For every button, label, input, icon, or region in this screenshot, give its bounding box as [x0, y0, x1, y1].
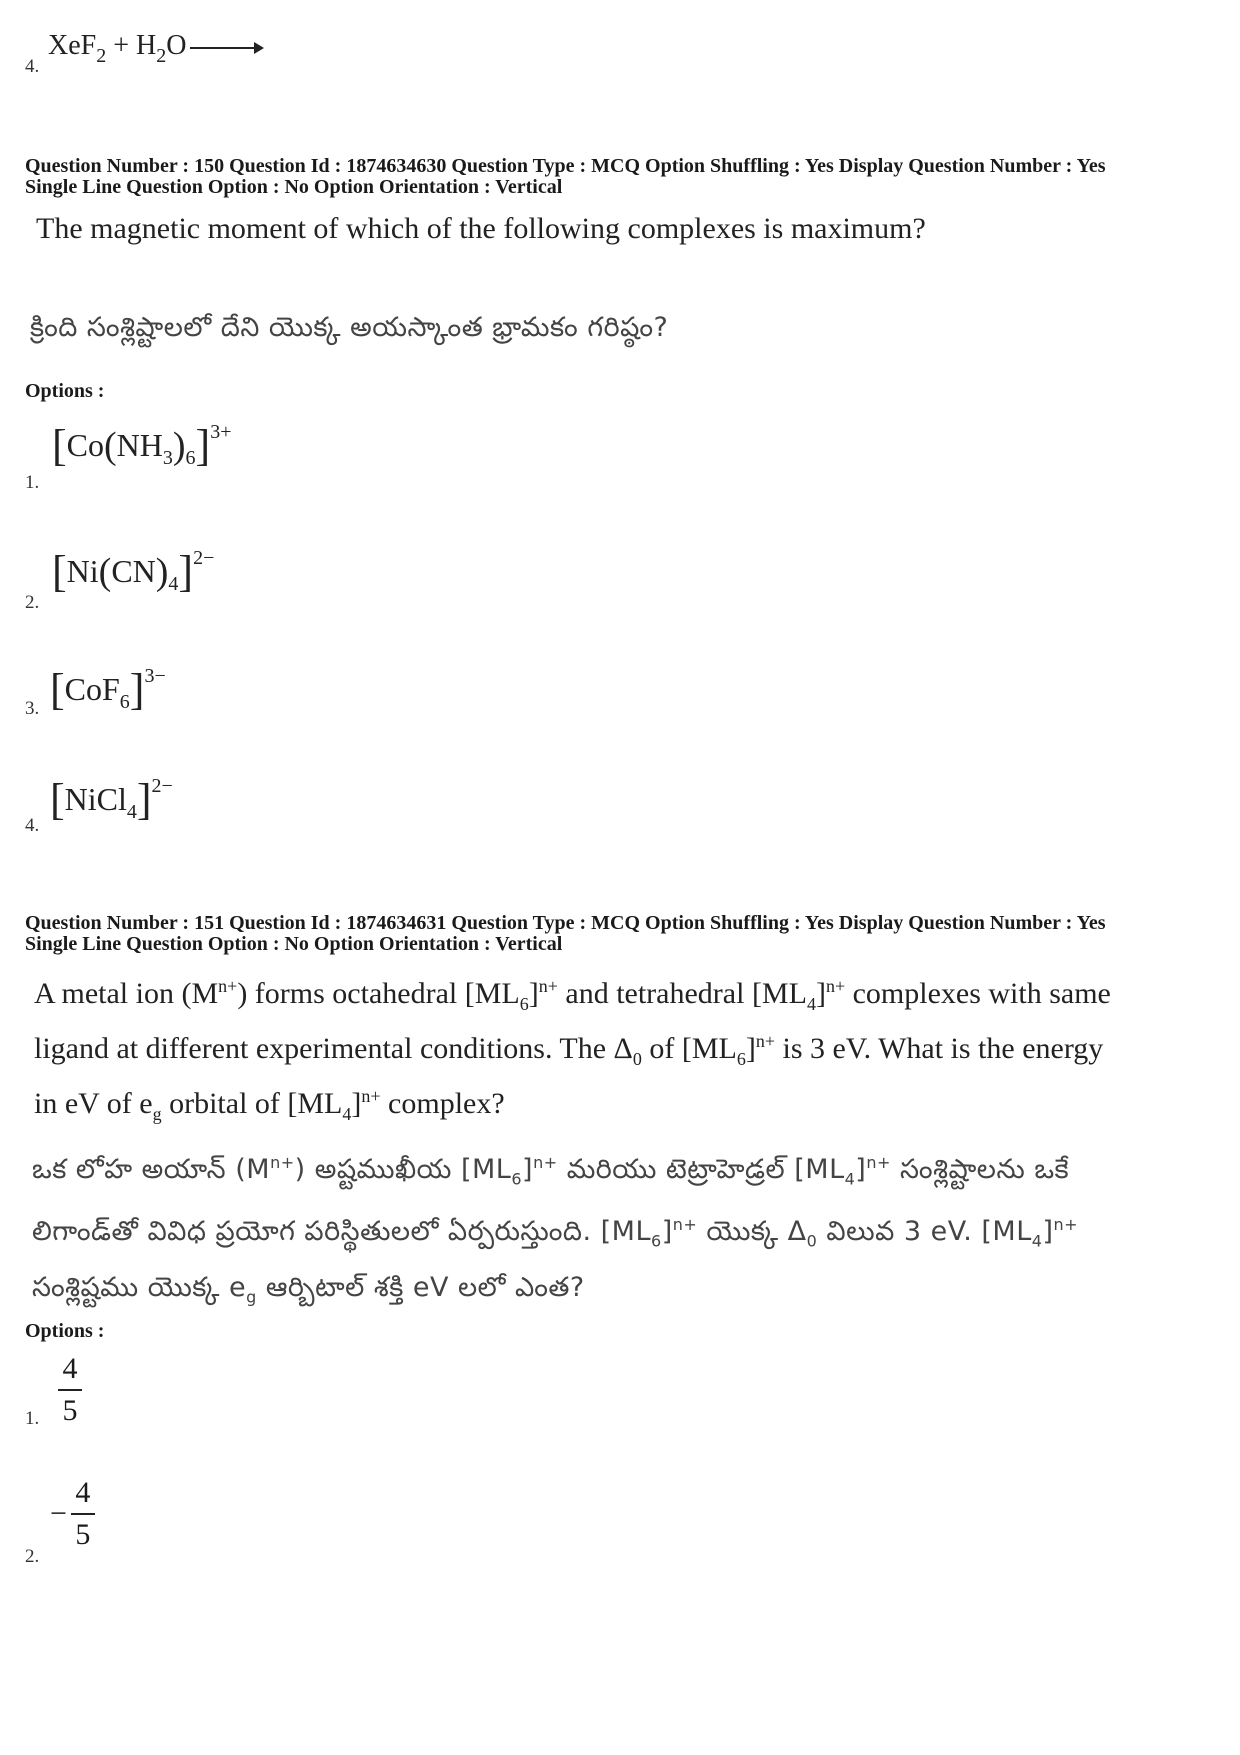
option-number: 3. [25, 698, 40, 719]
option-formula: [NiCl$_4$]$^{2-}$ [50, 775, 173, 824]
option-number: 4. [25, 56, 40, 77]
options-label: Options : [25, 1320, 105, 1342]
question-meta-line1: Question Number : 151 Question Id : 1874634631 Question Type : MCQ Option Shuffling : Yes Display Question Number : Yes [25, 912, 1106, 934]
question-text-telugu: ఒక లోహ అయాన్ $(M^{n+})$ అష్టముఖీయ $[ML_6]^{n+}$ మరియు టెట్రాహెడ్రల్ $[ML_4]^{n+}$ సంశ్లిష్టాలను ఒకే లిగాండ్‌తో వివిధ ప్రయోగ పరిస్థితులలో ఏర్పరుస్తుంది. $[ML_6]^{n+}$ యొక్క $\Delta_0$ విలువ 3 eV. $[ML_4]^{n+}$ సంశ్లిష్టము యొక్క $e_g$ ఆర్బిటాల్ శక్తి eV లలో ఎంత? [32, 1153, 1079, 1307]
option-fraction: 4 5 [58, 1352, 82, 1428]
option-number: 2. [25, 1546, 40, 1567]
options-label: Options : [25, 380, 105, 402]
question-meta-line2: Single Line Question Option : No Option Orientation : Vertical [25, 176, 563, 198]
reaction-arrow-icon [190, 47, 262, 49]
option-formula: $[Ni(CN)_4]^{2-}$ [52, 547, 215, 596]
option-fraction: − $\frac{4}{5}$ [50, 1476, 95, 1552]
option-formula: $[Co(NH_3)_6]^{3+}$ [52, 421, 232, 470]
question-text-telugu: క్రింది సంశ్లిష్టాలలో దేని యొక్క అయస్కాంత భ్రామకం గరిష్ఠం? [30, 312, 669, 343]
question-meta-line2: Single Line Question Option : No Option Orientation : Vertical [25, 933, 563, 955]
option-number: 1. [25, 472, 40, 493]
question-text-english: A metal ion $(M^{n+})$ forms octahedral $[ML_6]^{n+}$ and tetrahedral $[ML_4]^{n+}$ complexes with same ligand at different experimental conditions. The $\Delta_0$ of $[ML_6]^{n+}$ is 3 eV. What is the energy in eV of $e_g$ orbital of $[ML_4]^{n+}$ complex? [34, 976, 1111, 1124]
question-meta-line1: Question Number : 150 Question Id : 1874634630 Question Type : MCQ Option Shuffling : Yes Display Question Number : Yes [25, 155, 1106, 177]
option-number: 4. [25, 815, 40, 836]
option-number: 1. [25, 1408, 40, 1429]
option-number: 2. [25, 592, 40, 613]
option-formula: $XeF_2 + H_2O$ [48, 30, 262, 68]
option-formula: $[CoF_6]^{3-}$ [50, 665, 166, 714]
question-text-english: The magnetic moment of which of the following complexes is maximum? [36, 212, 926, 245]
